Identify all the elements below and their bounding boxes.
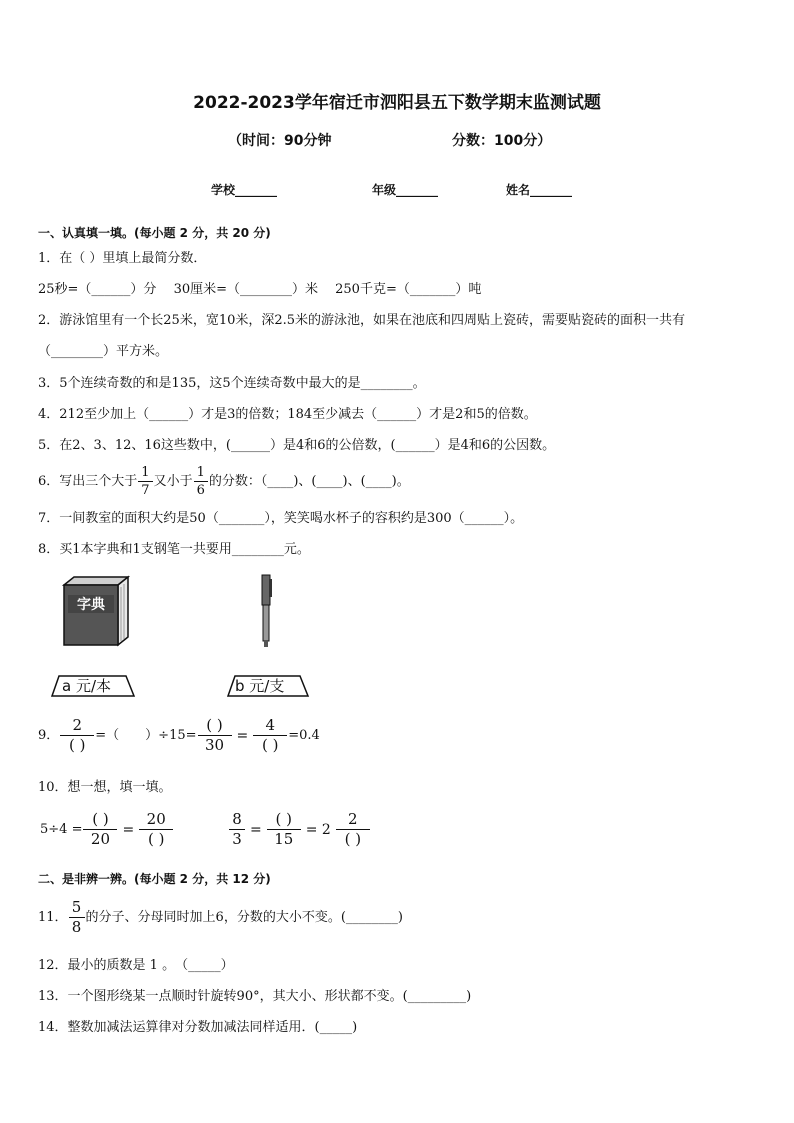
grade-field: 年级_______ [372, 183, 439, 197]
q10b-f1-num: ( ) [267, 812, 301, 830]
q10b-f1-den: 15 [274, 830, 294, 848]
price-tag-pen [226, 674, 310, 700]
q11-text: 的分子、分母同时加上6，分数的大小不变。(________) [85, 909, 403, 925]
exam-score: 分数：100分） [452, 133, 552, 149]
question-14: 14．整数加减法运算律对分数加减法同样适用．(_____) [38, 1020, 358, 1035]
question-12: 12．最小的质数是 1 。 （_____） [38, 958, 234, 973]
q10a-f1-num: ( ) [83, 812, 117, 830]
q6-f1-den: 7 [141, 483, 150, 498]
q6-f1-num: 1 [138, 466, 152, 482]
q9-a-den: ( ) [69, 736, 86, 754]
question-1-blanks: 25秒=（______）分 30厘米=（________）米 250千克=（_______）吨 [38, 282, 482, 297]
pen-image [254, 573, 278, 649]
q9-b-num: ( ) [198, 718, 232, 736]
q9-fraction-b [198, 718, 232, 753]
q10a-f2-den: ( ) [147, 830, 165, 848]
q10a-lhs: 5÷4 = [40, 821, 83, 837]
q9-mid: =（ ）÷15= [95, 727, 197, 743]
q10a-fraction-1 [83, 812, 117, 847]
dictionary-book-image [60, 575, 132, 647]
q10a-fraction-2 [139, 812, 173, 847]
q6-pre: 6．写出三个大于 [38, 473, 138, 489]
q11-number: 11． [38, 909, 68, 925]
question-7: 7．一间教室的面积大约是50（_______），笑笑喝水杯子的容积约是300（______）。 [38, 511, 524, 526]
question-3: 3．5个连续奇数的和是135，这5个连续奇数中最大的是________。 [38, 376, 426, 391]
q9-number: 9． [38, 727, 60, 743]
q9-b-den: 30 [204, 736, 225, 754]
name-field: 姓名_______ [506, 183, 573, 197]
q9-equals: = [236, 727, 249, 744]
q10b-fraction-0 [229, 812, 245, 847]
q11-den: 8 [71, 918, 82, 936]
question-6 [38, 466, 410, 497]
q10b-f0-den: 3 [232, 830, 242, 848]
q10a-f2-num: 20 [139, 812, 173, 830]
question-1: 1．在（ ）里填上最简分数． [38, 251, 207, 266]
q10b-fraction-1 [267, 812, 301, 847]
exam-time: （时间：90分钟 [228, 133, 332, 149]
q10b-equals-1: = [250, 821, 262, 838]
q6-f2-den: 6 [196, 483, 205, 498]
school-field: 学校_______ [211, 183, 278, 197]
q6-fraction-2 [194, 466, 208, 497]
book-label: 字典 [77, 597, 105, 613]
q6-post: 的分数：（____)、(____)、(____)。 [208, 473, 410, 489]
q10a-equals: = [122, 821, 135, 838]
q6-mid: 又小于 [153, 473, 193, 489]
q9-fraction-c [253, 718, 287, 753]
question-13: 13．一个图形绕某一点顺时针旋转90°，其大小、形状都不变。(_________) [38, 989, 472, 1004]
q6-fraction-1 [138, 466, 152, 497]
question-2-line1: 2．游泳馆里有一个长25米，宽10米，深2.5米的游泳池，如果在池底和四周贴上瓷砖，需要贴瓷砖的面积一共有 [38, 313, 686, 328]
question-2-line2: （________）平方米。 [38, 344, 169, 359]
q9-c-num: 4 [253, 718, 287, 736]
q10b-equals-2: = 2 [305, 821, 331, 838]
q10b-fraction-2 [336, 812, 370, 847]
q9-c-den: ( ) [262, 736, 279, 754]
q10b-f2-den: ( ) [344, 830, 362, 848]
q11-num: 5 [69, 900, 85, 918]
q6-f2-num: 1 [194, 466, 208, 482]
section-1-heading: 一、认真填一填。(每小题 2 分，共 20 分) [38, 226, 271, 240]
question-8: 8．买1本字典和1支钢笔一共要用________元。 [38, 542, 310, 557]
q10b-f0-num: 8 [229, 812, 245, 830]
question-9 [38, 718, 320, 753]
q9-fraction-a [60, 718, 94, 753]
question-10: 10．想一想，填一填。 [38, 780, 172, 795]
section-2-heading: 二、是非辨一辨。(每小题 2 分，共 12 分) [38, 872, 271, 886]
price-tag-book [50, 674, 136, 700]
tag-book-text: a 元/本 [62, 677, 112, 695]
q9-a-num: 2 [60, 718, 94, 736]
q10-equation-b [228, 812, 371, 847]
question-4: 4．212至少加上（______）才是3的倍数；184至少减去（______）才是2和5的倍数。 [38, 407, 537, 422]
question-11 [38, 900, 403, 935]
tag-pen-text: b 元/支 [235, 677, 285, 695]
q9-tail: =0.4 [288, 727, 320, 743]
q10b-f2-num: 2 [336, 812, 370, 830]
q10a-f1-den: 20 [90, 830, 111, 848]
page-title: 2022-2023学年宿迁市泗阳县五下数学期末监测试题 [193, 93, 601, 113]
question-5: 5．在2、3、12、16这些数中，(______）是4和6的公倍数，(______）是4和6的公因数。 [38, 438, 556, 453]
q10-equation-a [40, 812, 174, 847]
q11-fraction [69, 900, 85, 935]
